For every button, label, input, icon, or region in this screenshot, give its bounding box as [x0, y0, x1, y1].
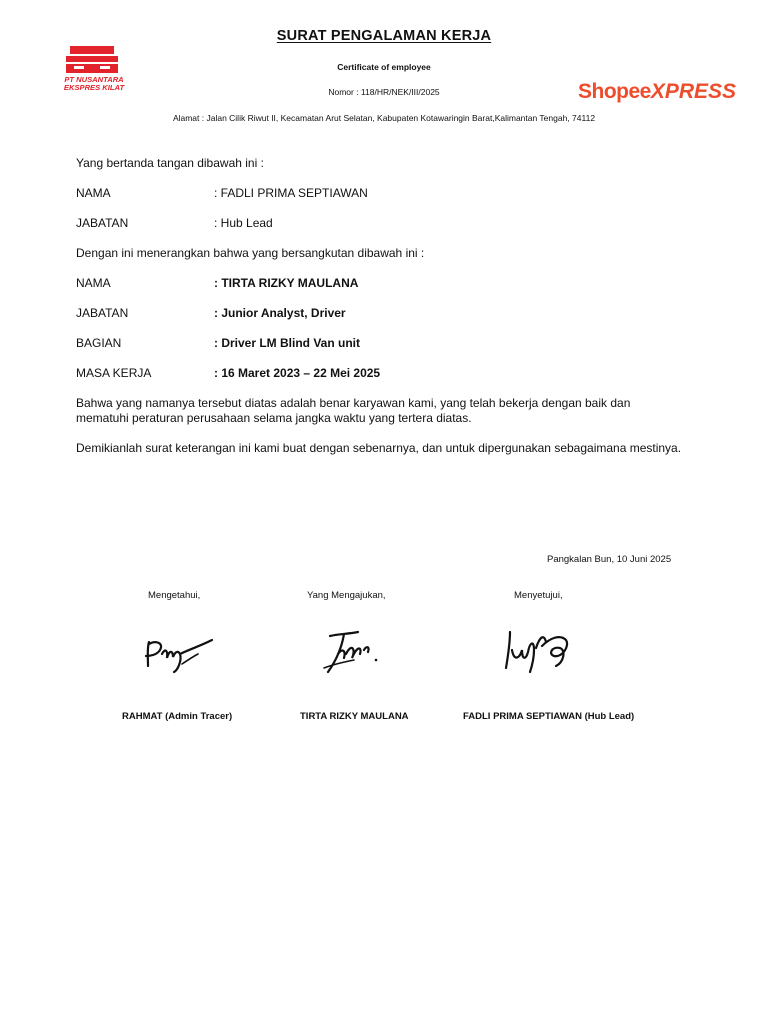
employee-department-row: [76, 336, 360, 350]
signature-name-middle: TIRTA RIZKY MAULANA: [300, 711, 409, 722]
document-subtitle: Certificate of employee: [337, 62, 431, 72]
signer-position-row: [76, 216, 273, 230]
signature-name-left: RAHMAT (Admin Tracer): [122, 711, 233, 722]
xpress-word: XPRESS: [650, 80, 737, 103]
field-value: : TIRTA RIZKY MAULANA: [214, 276, 359, 290]
signature-head-middle: Yang Mengajukan,: [307, 590, 386, 601]
shopee-word: Shopee: [578, 80, 651, 103]
field-value: : 16 Maret 2023 – 22 Mei 2025: [214, 366, 381, 380]
signature-name-right: FADLI PRIMA SEPTIAWAN (Hub Lead): [463, 711, 635, 722]
field-value: : Hub Lead: [214, 216, 273, 230]
intro-signer: Yang bertanda tangan dibawah ini :: [76, 156, 264, 170]
employee-name-row: [76, 276, 358, 290]
signature-left-image: [138, 628, 218, 678]
company-address: Alamat : Jalan Cilik Riwut II, Kecamatan Arut Selatan, Kabupaten Kotawaringin Barat,Kalimantan Tengah, 74112: [172, 113, 596, 123]
intro-employee: Dengan ini menerangkan bahwa yang bersangkutan dibawah ini :: [76, 246, 425, 260]
employee-tenure-row: [76, 366, 380, 380]
signer-name-row: [76, 186, 368, 200]
document-title: SURAT PENGALAMAN KERJA: [276, 28, 492, 44]
signature-head-left: Mengetahui,: [148, 590, 201, 601]
field-value: : Driver LM Blind Van unit: [214, 336, 361, 350]
signature-head-right: Menyetujui,: [514, 590, 563, 601]
signature-right-image: [500, 622, 580, 676]
field-label: MASA KERJA: [76, 366, 152, 380]
field-value: : Junior Analyst, Driver: [214, 306, 346, 320]
field-label: NAMA: [76, 276, 111, 290]
closing-paragraph: Demikianlah surat keterangan ini kami buat dengan sebenarnya, dan untuk dipergunakan sebagaimana mestinya.: [76, 441, 682, 455]
field-label: NAMA: [76, 186, 111, 200]
logo-line-1: PT NUSANTARA: [64, 75, 124, 84]
field-label: JABATAN: [76, 306, 129, 320]
signature-middle-image: [318, 624, 388, 680]
field-value: : FADLI PRIMA SEPTIAWAN: [214, 186, 368, 200]
field-label: BAGIAN: [76, 336, 122, 350]
place-date: Pangkalan Bun, 10 Juni 2025: [547, 554, 672, 565]
document-number: Nomor : 118/HR/NEK/III/2025: [328, 87, 440, 97]
logo-line-2: EKSPRES KILAT: [63, 83, 125, 92]
field-label: JABATAN: [76, 216, 129, 230]
employee-position-row: [76, 306, 346, 320]
statement-paragraph: Bahwa yang namanya tersebut diatas adalah benar karyawan kami, yang telah bekerja dengan baik dan mematuhi peraturan perusahaan selama jangka waktu yang tertera diatas.: [76, 396, 631, 425]
